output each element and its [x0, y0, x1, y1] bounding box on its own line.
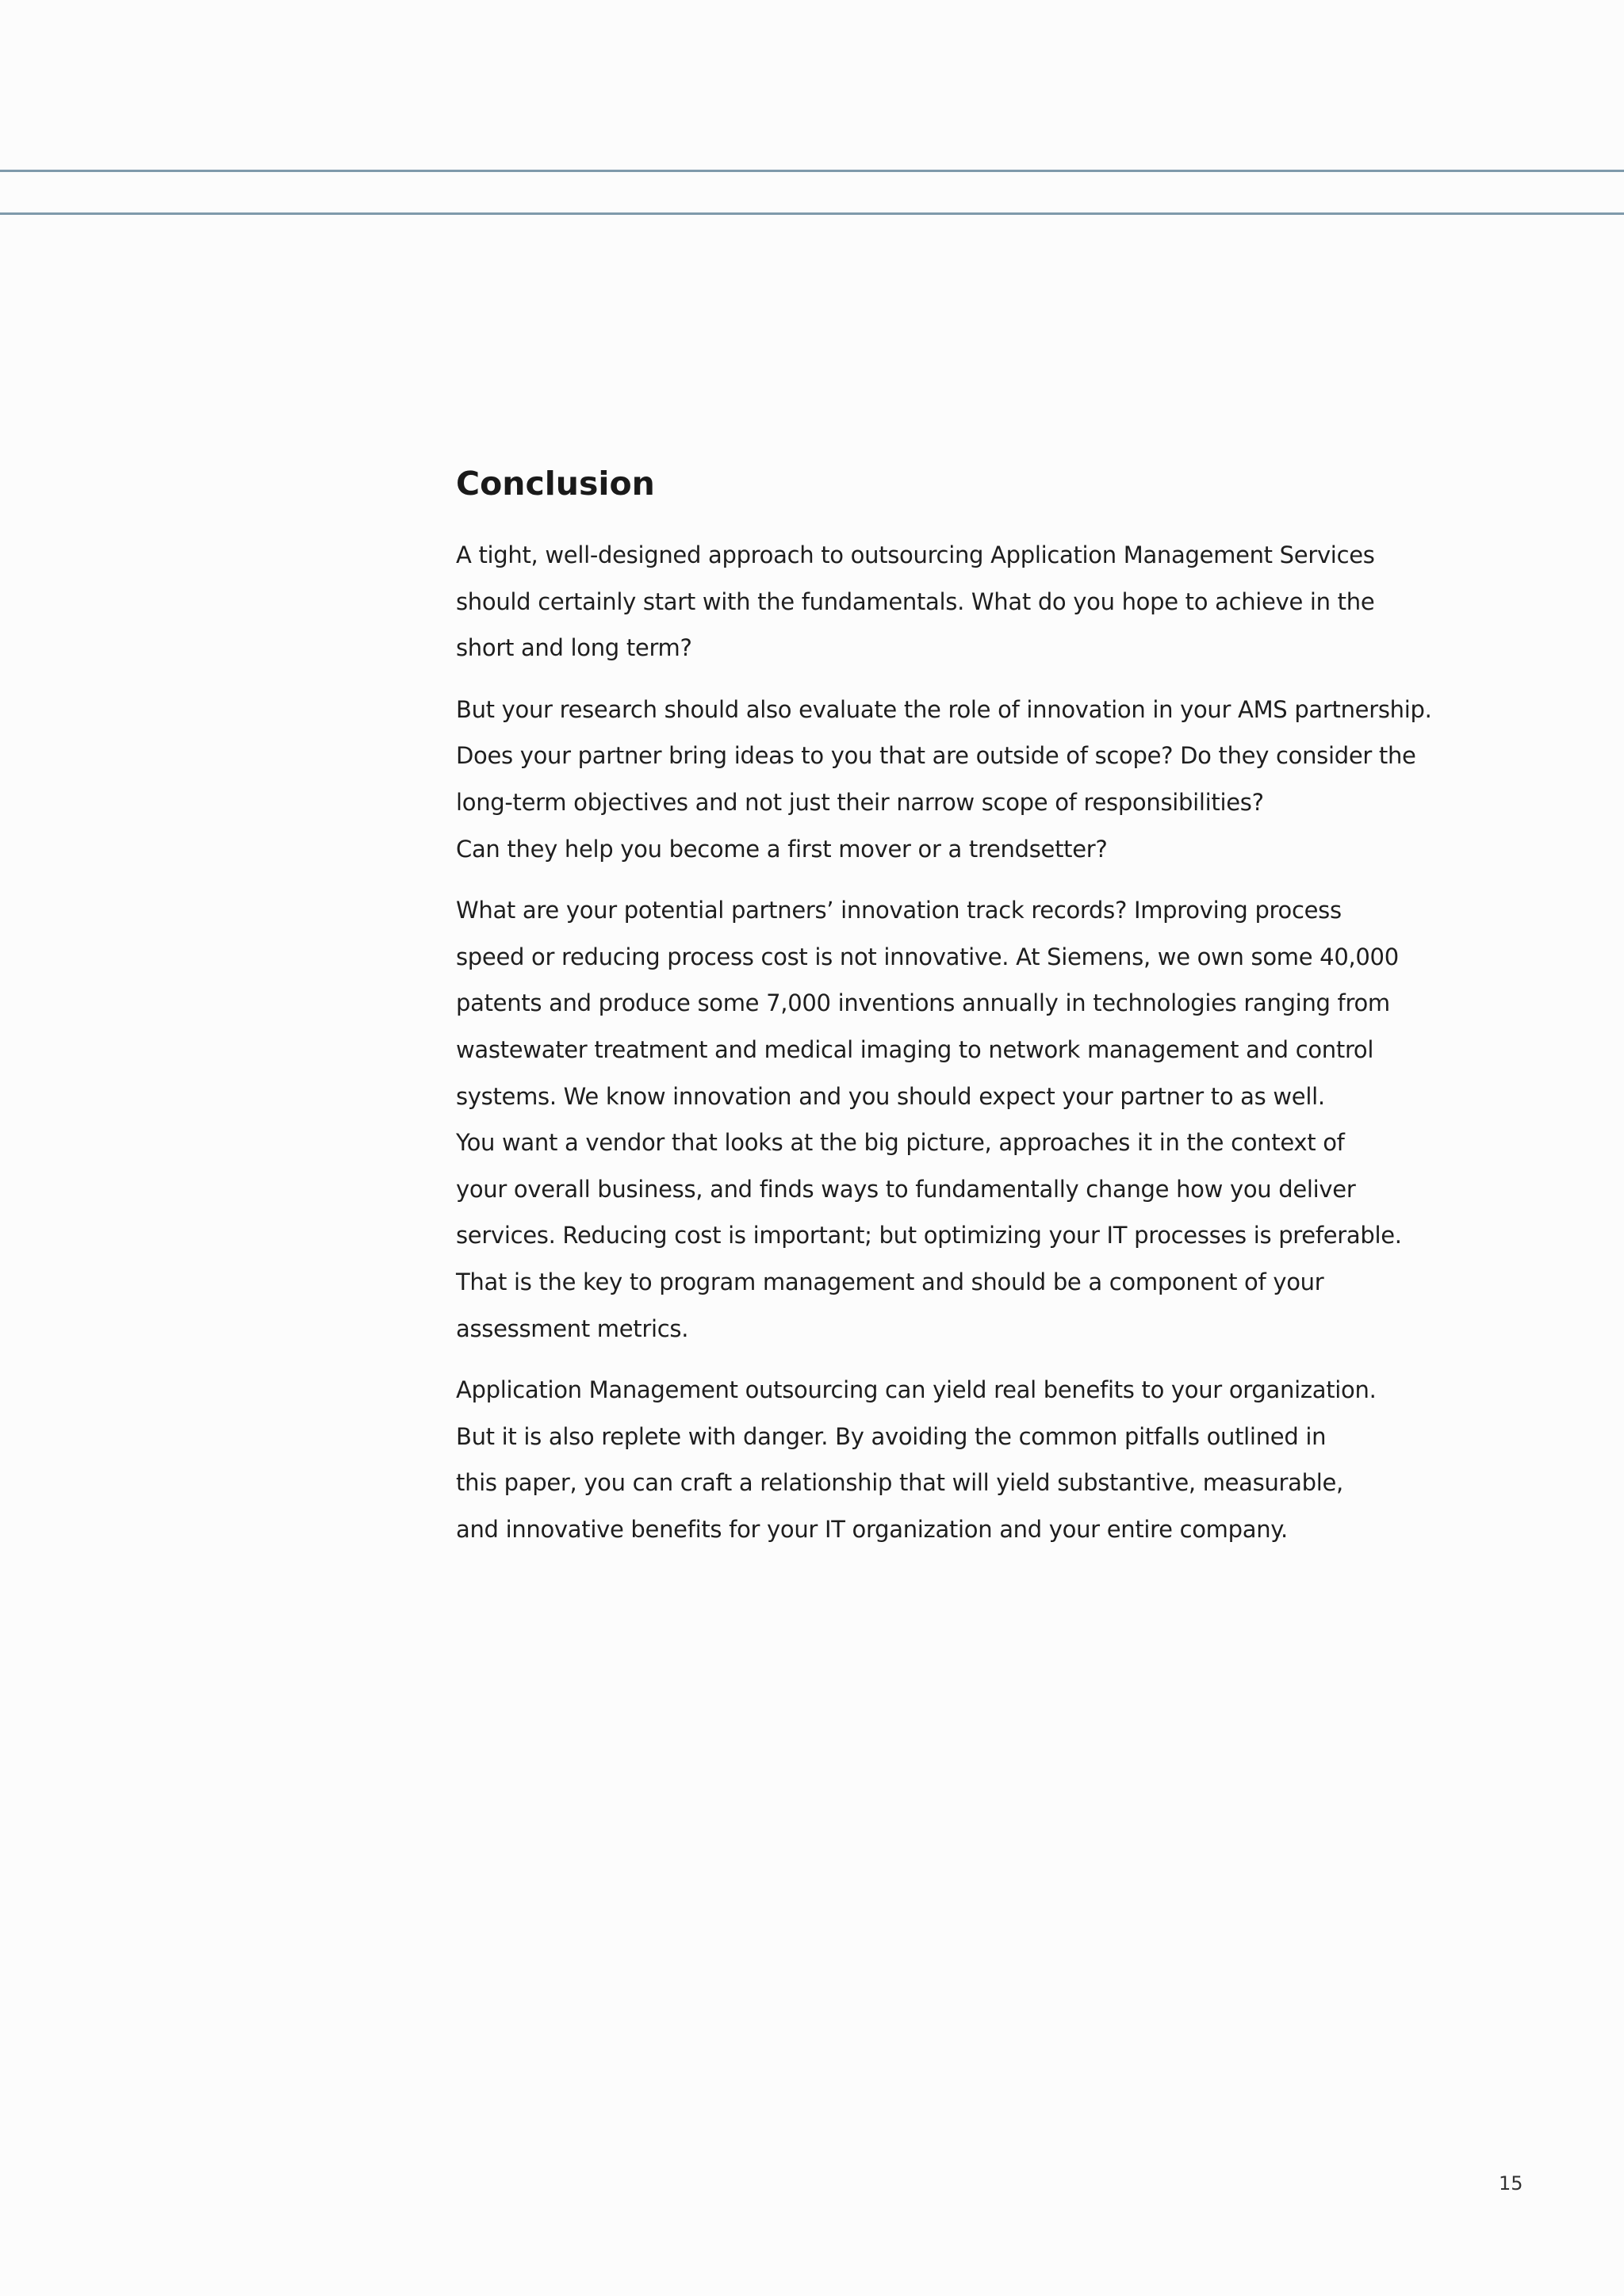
paragraph-line: Application Management outsourcing can yield real benefits to your organization.: [456, 1376, 1377, 1404]
paragraph-line: and innovative benefits for your IT organization and your entire company.: [456, 1515, 1288, 1543]
paragraph-line: A tight, well-designed approach to outsourcing Application Management Services: [456, 541, 1375, 568]
paragraph-4: [456, 1367, 1439, 1552]
page-number: 15: [1499, 2172, 1523, 2195]
paragraph-line: this paper, you can craft a relationship that will yield substantive, measurable,: [456, 1469, 1343, 1497]
paragraph-line: long-term objectives and not just their narrow scope of responsibilities?: [456, 788, 1264, 816]
paragraph-line: assessment metrics.: [456, 1314, 689, 1342]
paragraph-line: short and long term?: [456, 634, 692, 662]
paragraph-line: speed or reducing process cost is not innovative. At Siemens, we own some 40,000: [456, 943, 1399, 970]
paragraph-1: [456, 532, 1439, 672]
paragraph-line: patents and produce some 7,000 inventions annually in technologies ranging from: [456, 989, 1390, 1017]
paragraph-line: should certainly start with the fundamentals. What do you hope to achieve in the: [456, 587, 1375, 615]
conclusion-section: [456, 456, 1439, 1567]
header-rule-top: [0, 170, 1624, 172]
paragraph-line: Can they help you become a first mover or a trendsetter?: [456, 835, 1108, 863]
paragraph-line: But it is also replete with danger. By avoiding the common pitfalls outlined in: [456, 1422, 1327, 1450]
paragraph-2: [456, 687, 1439, 872]
paragraph-3: [456, 887, 1439, 1352]
paragraph-line: systems. We know innovation and you should expect your partner to as well.: [456, 1082, 1325, 1110]
paragraph-line: But your research should also evaluate the role of innovation in your AMS partnership.: [456, 695, 1432, 723]
section-heading: Conclusion: [456, 465, 655, 503]
paragraph-line: What are your potential partners’ innovation track records? Improving process: [456, 897, 1342, 924]
header-rule-bottom: [0, 212, 1624, 215]
paragraph-line: your overall business, and finds ways to fundamentally change how you deliver: [456, 1175, 1356, 1203]
paragraph-line: That is the key to program management and should be a component of your: [456, 1268, 1324, 1295]
paragraph-line: Does your partner bring ideas to you that are outside of scope? Do they consider the: [456, 742, 1416, 770]
paragraph-line: wastewater treatment and medical imaging to network management and control: [456, 1035, 1374, 1063]
paragraph-line: You want a vendor that looks at the big picture, approaches it in the context of: [456, 1129, 1345, 1157]
paragraph-line: services. Reducing cost is important; but optimizing your IT processes is preferable.: [456, 1222, 1402, 1249]
